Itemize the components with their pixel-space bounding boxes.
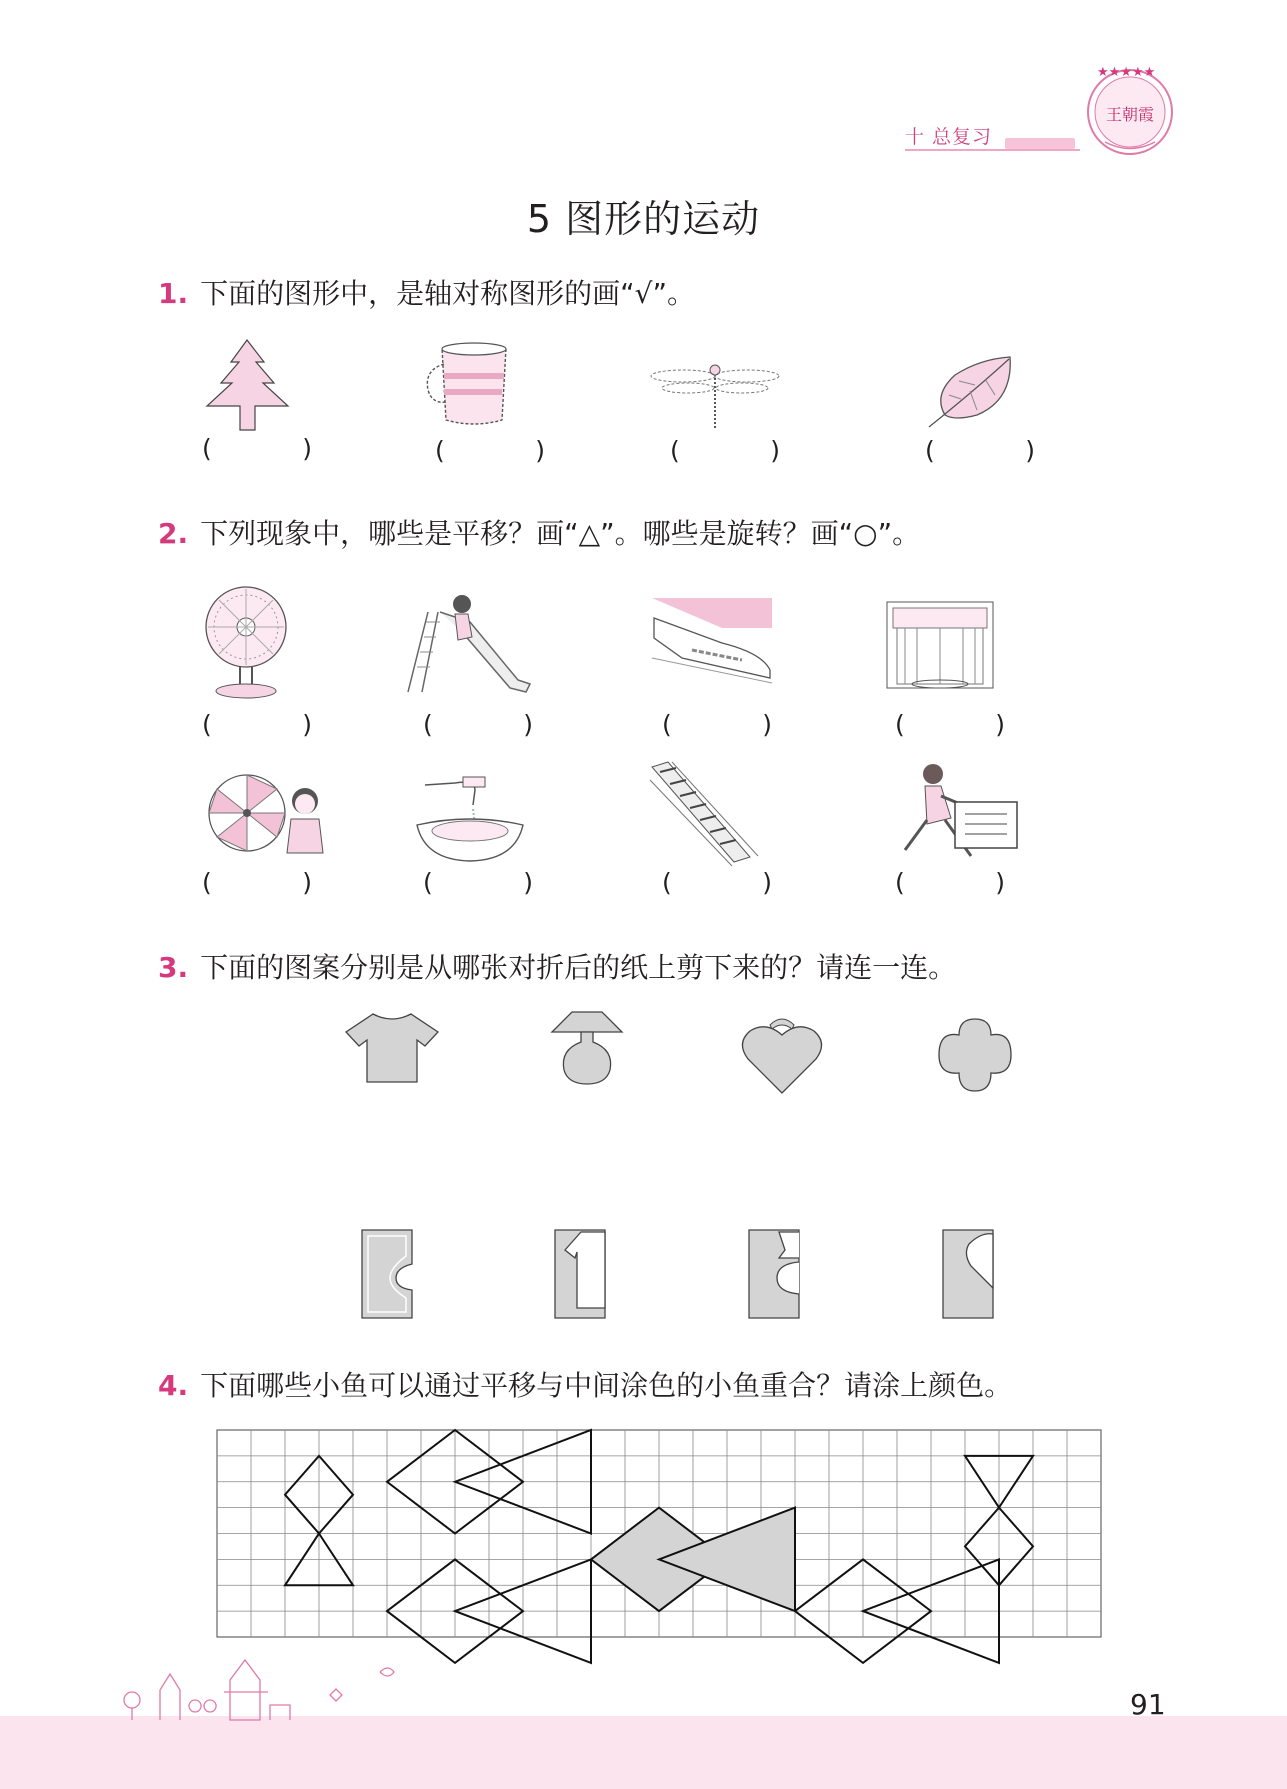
answer-blank[interactable]: ( ) — [670, 436, 780, 465]
slide-icon — [400, 592, 535, 697]
question-text: 下面的图形中，是轴对称图形的画“√”。 — [200, 277, 695, 310]
leaf-icon — [925, 355, 1015, 430]
question-number: 2. — [158, 517, 189, 550]
answer-blank[interactable]: ( ) — [435, 436, 545, 465]
question-number: 4. — [158, 1369, 189, 1402]
footer-band — [0, 1716, 1287, 1789]
question-number: 3. — [158, 951, 189, 984]
electric-fan-icon — [200, 583, 295, 703]
brand-logo — [1075, 60, 1185, 160]
answer-blank[interactable]: ( ) — [202, 710, 312, 739]
question-1 — [158, 272, 695, 312]
page-number: 91 — [1130, 1688, 1166, 1721]
fish-grid[interactable] — [217, 1430, 1101, 1637]
question-text: 下列现象中，哪些是平移？画“△”。哪些是旋转？画“○”。 — [200, 517, 921, 550]
folded-paper-2[interactable] — [553, 1228, 608, 1320]
dragonfly-icon — [650, 362, 780, 432]
high-speed-train-icon — [652, 598, 772, 683]
section-label: 十 总复习 — [905, 126, 993, 148]
answer-blank[interactable]: ( ) — [202, 868, 312, 897]
question-text: 下面哪些小鱼可以通过平移与中间涂色的小鱼重合？请涂上颜色。 — [200, 1369, 1013, 1402]
header-underline — [905, 149, 1080, 151]
tree-icon — [200, 338, 295, 433]
lamp-shape[interactable] — [550, 1010, 625, 1086]
revolving-door-icon — [885, 600, 995, 690]
answer-blank[interactable]: ( ) — [662, 710, 772, 739]
folded-paper-1[interactable] — [360, 1228, 415, 1320]
castle-decoration — [120, 1650, 410, 1722]
answer-blank[interactable]: ( ) — [925, 436, 1035, 465]
cup-icon — [422, 340, 512, 430]
answer-blank[interactable]: ( ) — [895, 868, 1005, 897]
svg-text:★★★★★: ★★★★★ — [1097, 65, 1156, 80]
folded-paper-4[interactable] — [941, 1228, 996, 1320]
t-shirt-shape[interactable] — [345, 1012, 440, 1084]
answer-blank[interactable]: ( ) — [423, 868, 533, 897]
question-number: 1. — [158, 277, 189, 310]
pushing-box-icon — [875, 760, 1020, 870]
question-4 — [158, 1364, 1012, 1404]
four-leaf-shape[interactable] — [935, 1017, 1015, 1093]
answer-blank[interactable]: ( ) — [895, 710, 1005, 739]
answer-blank[interactable]: ( ) — [662, 868, 772, 897]
faucet-icon — [415, 765, 525, 865]
header-decoration-bar — [1005, 138, 1075, 149]
escalator-icon — [650, 762, 760, 867]
answer-blank[interactable]: ( ) — [202, 434, 312, 463]
question-3 — [158, 946, 956, 986]
answer-blank[interactable]: ( ) — [423, 710, 533, 739]
question-2 — [158, 512, 920, 552]
page-title: 5 图形的运动 — [526, 197, 761, 241]
question-text: 下面的图案分别是从哪张对折后的纸上剪下来的？请连一连。 — [200, 951, 957, 984]
heart-lock-shape[interactable] — [740, 1015, 825, 1095]
pinwheel-icon — [205, 763, 330, 863]
folded-paper-3[interactable] — [747, 1228, 802, 1320]
logo-text: 王朝霞 — [1105, 105, 1155, 124]
